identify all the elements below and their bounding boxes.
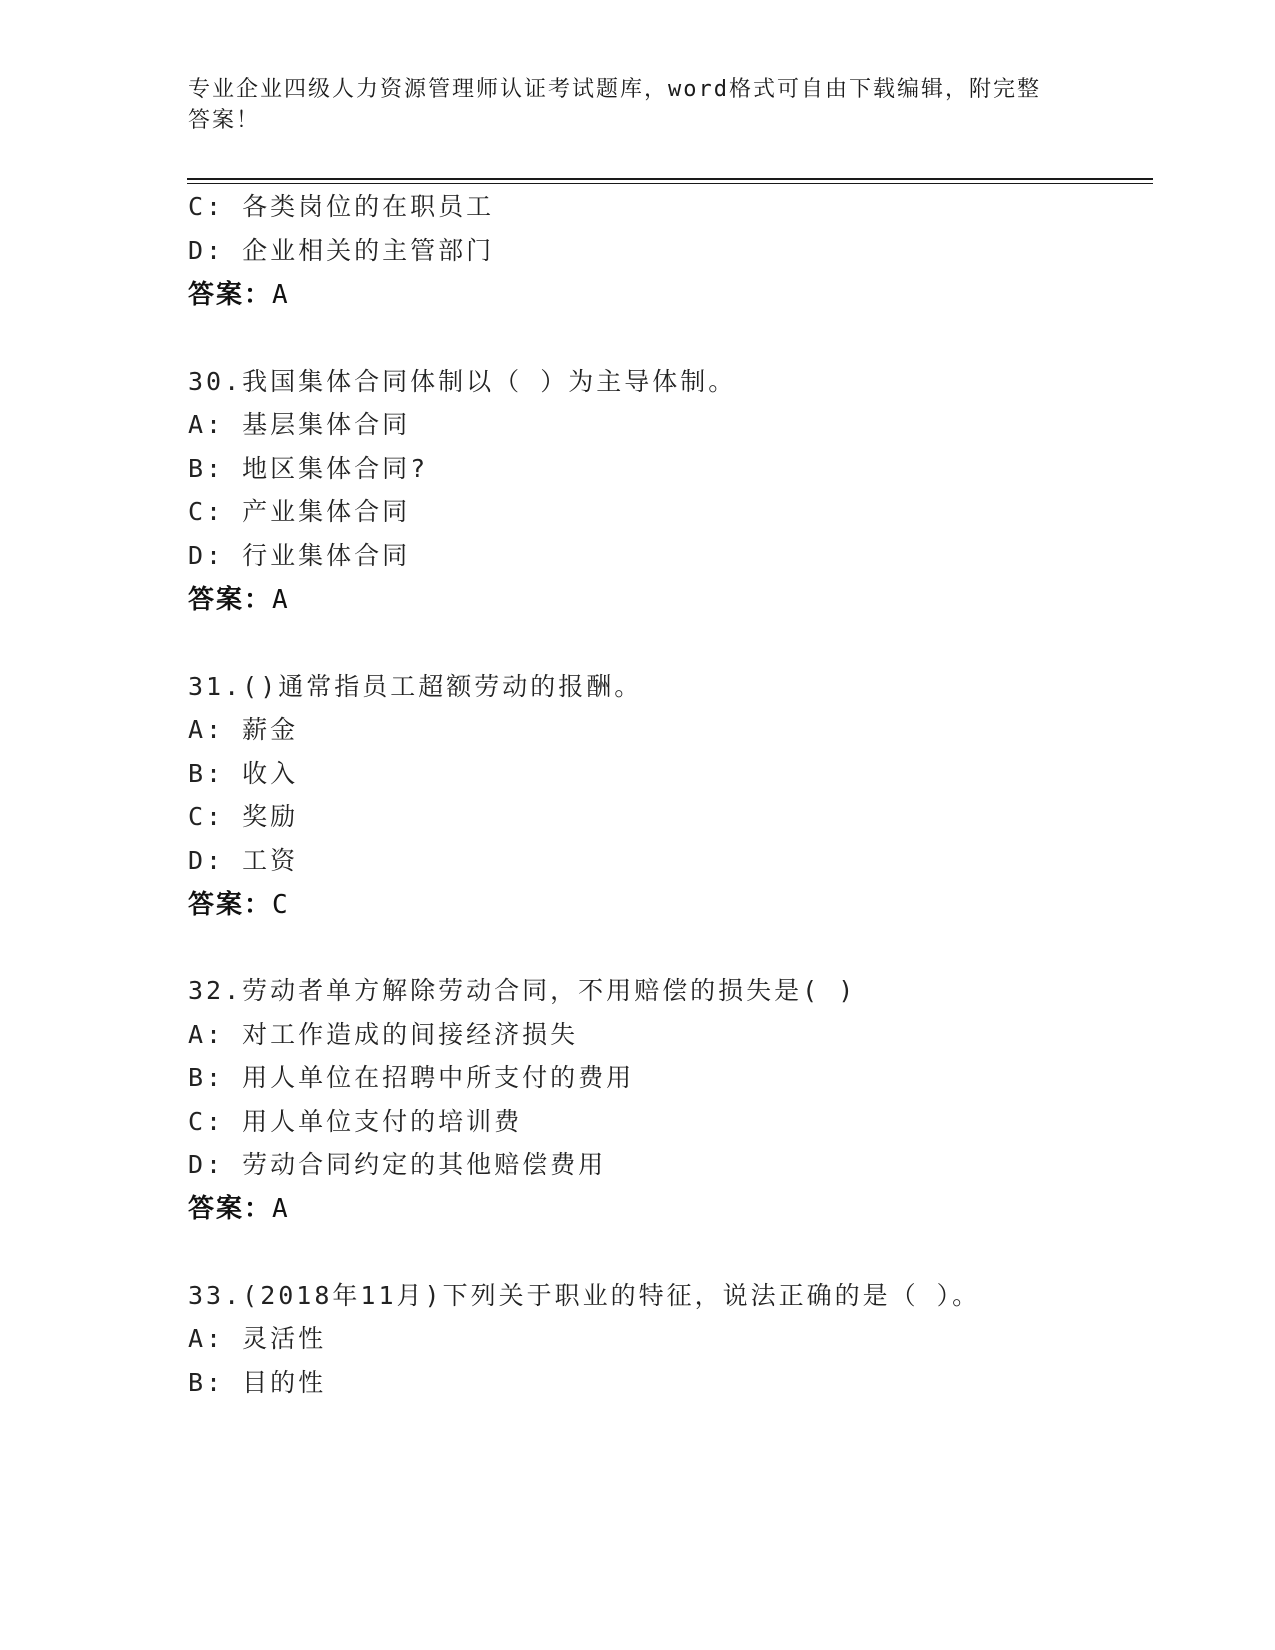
option-line: A: 灵活性 — [188, 1324, 327, 1353]
option-line: A: 对工作造成的间接经济损失 — [188, 1020, 579, 1049]
header-divider-thick — [187, 178, 1153, 180]
header-line-1: 专业企业四级人力资源管理师认证考试题库，word格式可自由下载编辑，附完整 — [188, 77, 1041, 102]
option-line: A: 基层集体合同 — [188, 410, 411, 439]
option-line: A: 薪金 — [188, 715, 299, 744]
answer-line — [188, 583, 289, 617]
option-line: C: 奖励 — [188, 802, 299, 831]
answer-value: A — [272, 1194, 289, 1224]
option-line: B: 目的性 — [188, 1368, 327, 1397]
answer-label: 答案： — [188, 1194, 273, 1224]
document-header — [188, 74, 1088, 136]
option-line: D: 工资 — [188, 846, 299, 875]
option-line: D: 行业集体合同 — [188, 541, 411, 570]
header-line-2: 答案！ — [188, 108, 261, 133]
question-stem: 30.我国集体合同体制以（ ）为主导体制。 — [188, 367, 737, 396]
option-line: B: 用人单位在招聘中所支付的费用 — [188, 1063, 635, 1092]
option-line: C: 产业集体合同 — [188, 497, 411, 526]
answer-value: A — [272, 585, 289, 615]
option-line: B: 地区集体合同? — [188, 454, 429, 483]
answer-line — [188, 1192, 289, 1226]
answer-value: C — [272, 890, 289, 920]
answer-label: 答案： — [188, 280, 273, 310]
option-line: D: 企业相关的主管部门 — [188, 236, 495, 265]
answer-label: 答案： — [188, 585, 273, 615]
question-stem: 33.(2018年11月)下列关于职业的特征，说法正确的是（ ）。 — [188, 1281, 981, 1310]
option-line: B: 收入 — [188, 759, 299, 788]
answer-value: A — [272, 280, 289, 310]
answer-label: 答案： — [188, 890, 273, 920]
option-line: C: 各类岗位的在职员工 — [188, 192, 495, 221]
answer-line — [188, 888, 289, 922]
answer-line — [188, 278, 289, 312]
option-line: C: 用人单位支付的培训费 — [188, 1107, 523, 1136]
option-line: D: 劳动合同约定的其他赔偿费用 — [188, 1150, 607, 1179]
header-divider-thin — [187, 183, 1153, 184]
question-stem: 31.()通常指员工超额劳动的报酬。 — [188, 672, 643, 701]
question-stem: 32.劳动者单方解除劳动合同，不用赔偿的损失是( ) — [188, 976, 857, 1005]
